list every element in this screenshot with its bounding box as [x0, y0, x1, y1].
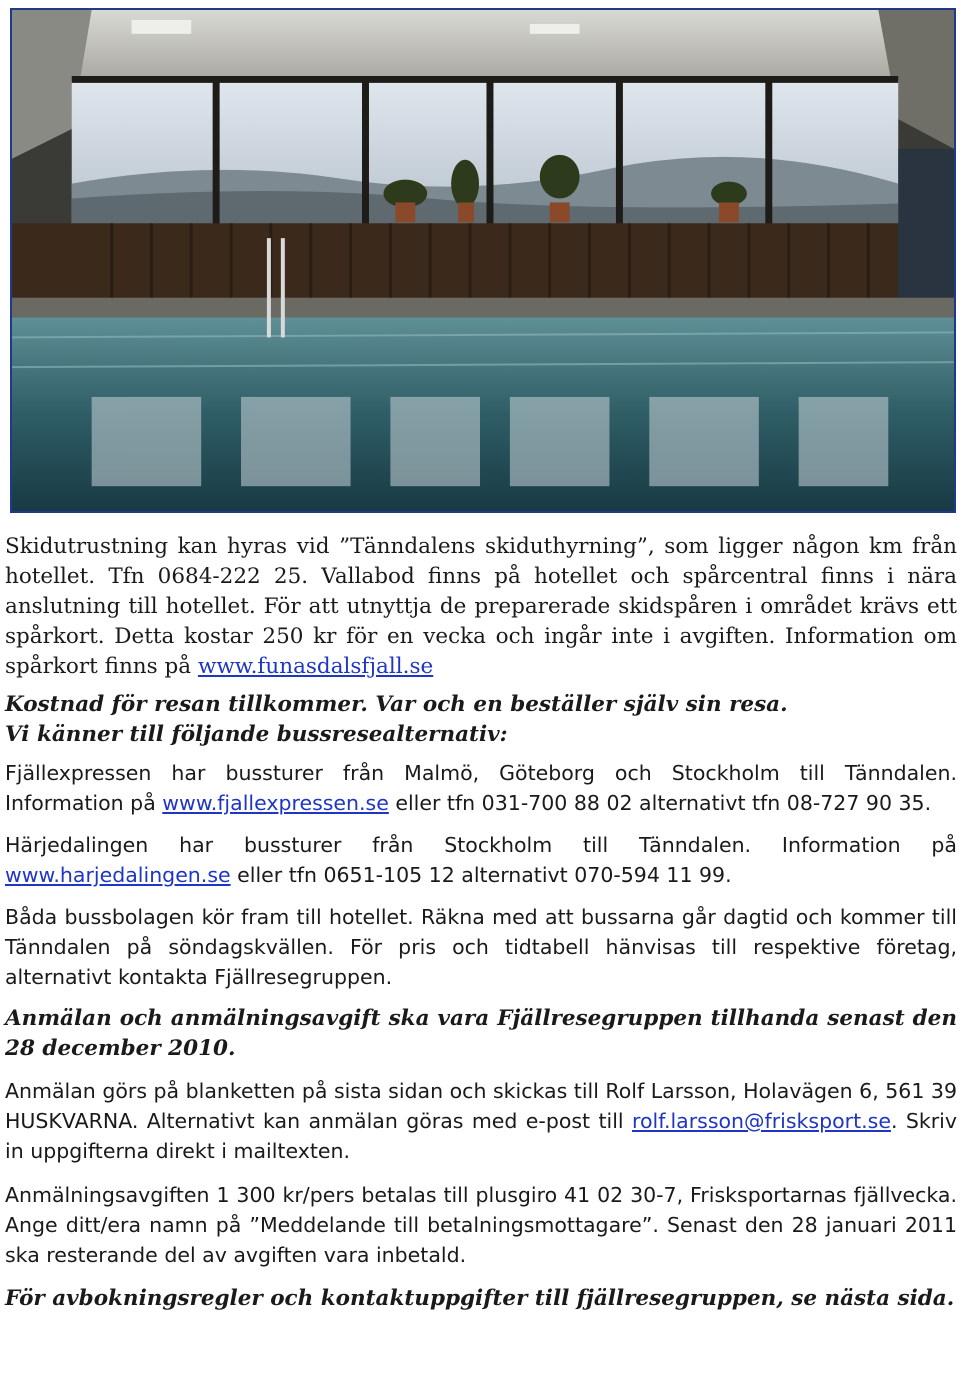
ski-rental-text: Skidutrustning kan hyras vid ”Tänndalens skiduthyrning”, som ligger någon km från hotellet. Tfn 0684-222 25. Vallabod finns på hotellet och spårcentral finns i nära anslutning till hotellet. För att utnyttja de preparerade skidspåren i området krävs ett spårkort. Detta kostar 250 kr för en vecka och ingår inte i avgiften. Information om spårkort finns på: [5, 534, 957, 679]
fjallexpressen-phone-text: eller tfn 031-700 88 02 alternativt tfn 08-727 90 35.: [388, 791, 932, 815]
signup-text-end: . Skriv in uppgifterna direkt i mailtexten.: [5, 1109, 957, 1163]
fee-paragraph: Anmälningsavgiften 1 300 kr/pers betalas till plusgiro 41 02 30-7, Frisksportarnas fjällvecka. Ange ditt/era namn på ”Meddelande till betalningsmottagare”. Senast den 28 januari 2011 ska resterande del av avgiften vara inbetald.: [5, 1183, 957, 1267]
fjallexpressen-paragraph: [5, 758, 957, 818]
document-body: [5, 532, 957, 1314]
harjedalingen-phone-text: eller tfn 0651-105 12 alternativt 070-594 11 99.: [230, 863, 732, 887]
bus-alternatives-heading: Vi känner till följande bussresealternativ:: [5, 722, 508, 747]
deadline-notice: Anmälan och anmälningsavgift ska vara Fjällresegruppen tillhanda senast den 28 december 2010.: [5, 1006, 957, 1061]
harjedalingen-paragraph: [5, 830, 957, 890]
fjallexpressen-link[interactable]: www.fjallexpressen.se: [162, 791, 389, 815]
pool-photo-illustration: [12, 10, 954, 511]
harjedalingen-link[interactable]: www.harjedalingen.se: [5, 863, 231, 887]
footer-notice: För avbokningsregler och kontaktuppgifter till fjällresegruppen, se nästa sida.: [5, 1286, 955, 1311]
signup-text: Anmälan görs på blanketten på sista sidan och skickas till Rolf Larsson, Holavägen 6, 561 39 HUSKVARNA. Alternativt kan anmälan göras med e-post till: [5, 1079, 957, 1133]
email-link[interactable]: rolf.larsson@frisksport.se: [632, 1109, 891, 1133]
bus-info-paragraph: Båda bussbolagen kör fram till hotellet. Räkna med att bussarna går dagtid och kommer till Tänndalen på söndagskvällen. För pris och tidtabell hänvisas till respektive företag, alternativt kontakta Fjällresegruppen.: [5, 905, 957, 989]
ski-rental-paragraph: [5, 532, 957, 682]
funasdalsfjall-link[interactable]: www.funasdalsfjall.se: [197, 654, 434, 679]
travel-cost-line: Kostnad för resan tillkommer.: [5, 692, 368, 717]
book-own-travel-line: Var och en beställer själv sin resa.: [375, 692, 788, 717]
travel-cost-notice: [5, 690, 957, 720]
signup-paragraph: [5, 1076, 957, 1166]
fjallexpressen-text: Fjällexpressen har bussturer från Malmö, Göteborg och Stockholm till Tänndalen. Information på: [5, 761, 957, 815]
pool-photo: [10, 8, 956, 513]
harjedalingen-text: Härjedalingen har bussturer från Stockholm till Tänndalen. Information på: [5, 833, 957, 857]
